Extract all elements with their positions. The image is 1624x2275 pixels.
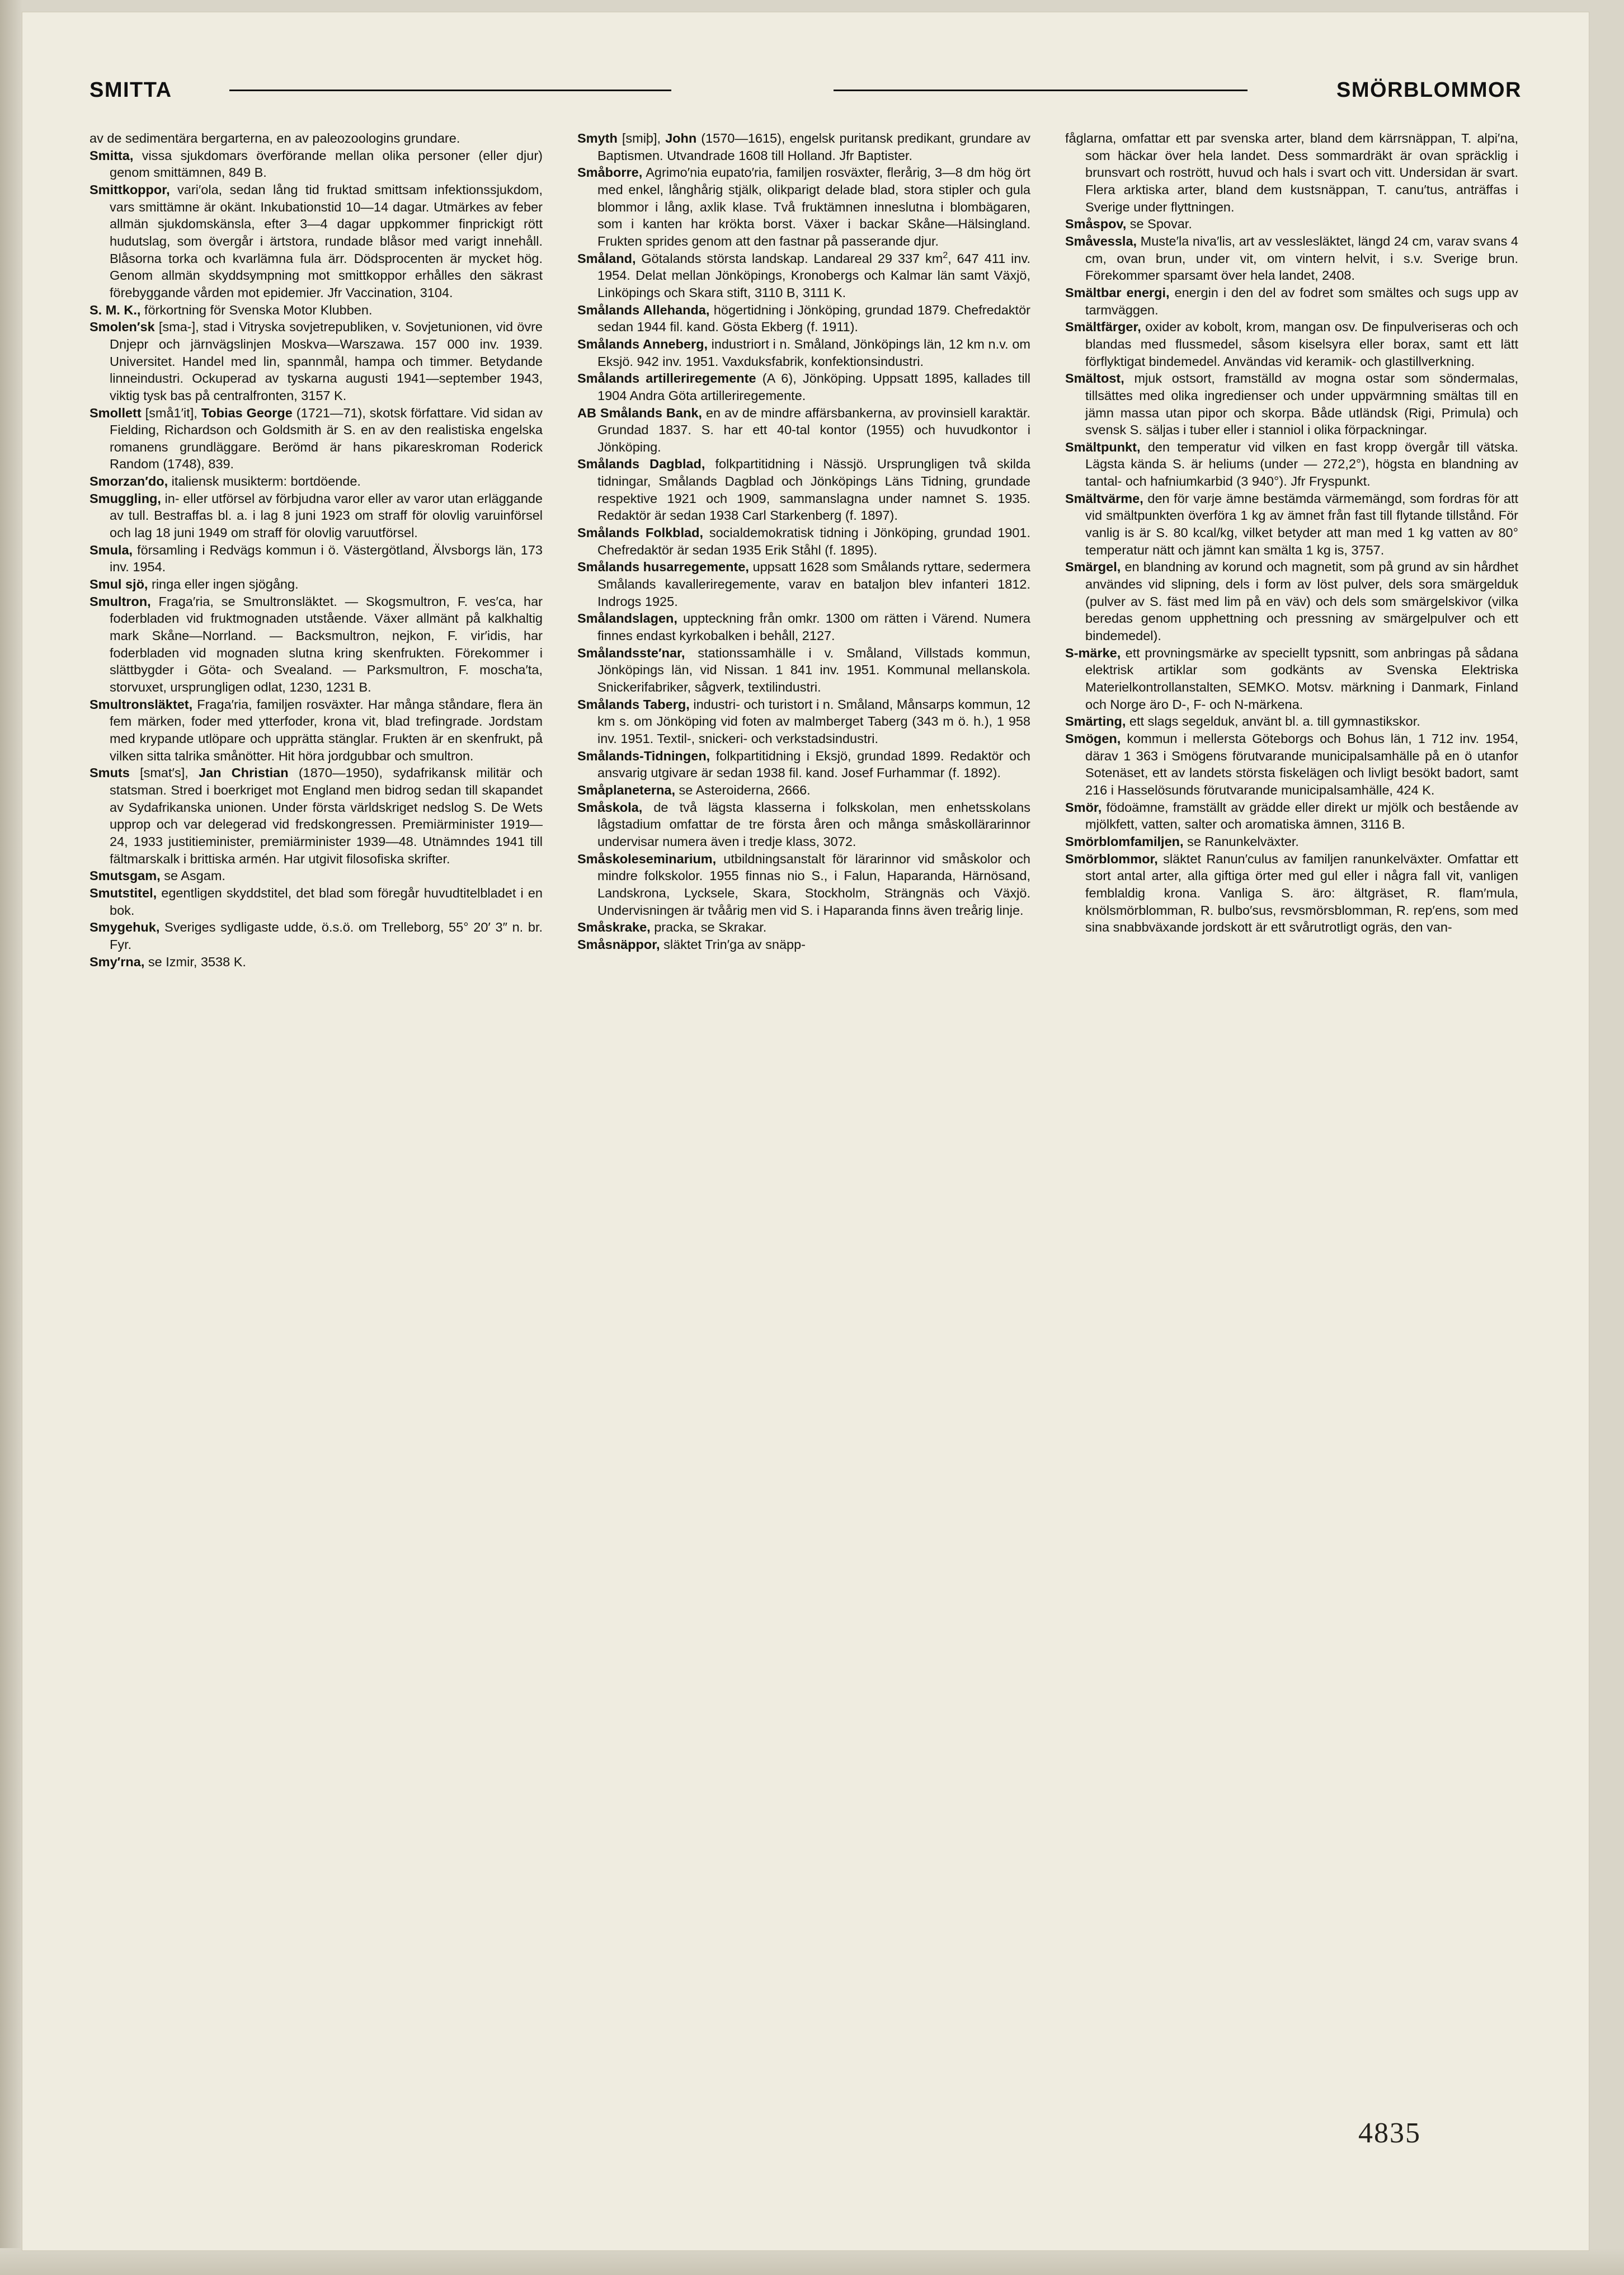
scan-left-edge (0, 0, 22, 2275)
dictionary-entry (1065, 799, 1518, 833)
continued-paragraph (1065, 130, 1518, 215)
dictionary-entry (90, 490, 543, 542)
entry-text: se Asteroiderna, 2666. (675, 782, 811, 797)
entry-text: (A 6), Jönköping. Uppsatt 1895, kallades till 1904 Andra Göta artilleriregemente. (597, 371, 1030, 403)
entry-text: socialdemokratisk tidning i Jönköping, grundad 1901. Chefredaktör är sedan 1935 Erik Ståhl (f. 1895). (597, 525, 1031, 557)
entry-headword: Småvessla, (1065, 233, 1137, 248)
entry-headword: Smör, (1065, 800, 1102, 815)
entry-text: folkpartitidning i Nässjö. Ursprungligen två skilda tidningar, Smålands Dagblad och Jönköpings Läns Tidning, grundade respektive 1921 och 1909, sammanslagna under namnet S. 1935. Redaktör är sedan 1938 Carl Starkenberg (f. 1897). (597, 457, 1030, 523)
entry-headword: Smy′rna, (90, 954, 145, 969)
entry-headword: Smålands Taberg, (577, 697, 690, 712)
entry-headword: Småplaneterna, (577, 782, 676, 797)
entry-text: se Asgam. (160, 868, 225, 883)
entry-text: industri- och turistort i n. Småland, Månsarps kommun, 12 km s. om Jönköping vid foten av malmberget Taberg (343 m ö. h.), 1 958 inv. 1951. Textil-, snickeri- och verkstadsindustri. (597, 697, 1030, 746)
entry-headword: Smältbar energi, (1065, 285, 1170, 300)
entry-text: in- eller utförsel av förbjudna varor eller av varor utan erläggande av tull. Bestraffas bl. a. i lag 8 juni 1923 om straff för olovlig varuinförsel och lag 18 juni 1949 om straff för olovlig varuutförsel. (110, 491, 543, 540)
entry-headword: Smula, (90, 542, 133, 557)
entry-headword: Smålandslagen, (577, 611, 677, 626)
entry-headword: Smältpunkt, (1065, 439, 1141, 454)
entry-text: [smiþ], John (1570—1615), engelsk puritansk predikant, grundare av Baptismen. Utvandrade 1608 till Holland. Jfr Baptister. (597, 131, 1031, 163)
page-content (90, 68, 1522, 2217)
entry-text: ett slags segelduk, använt bl. a. till gymnastikskor. (1126, 714, 1420, 729)
entry-headword: Småskola, (577, 800, 643, 815)
dictionary-entry (1065, 318, 1518, 370)
dictionary-entry (90, 593, 543, 696)
dictionary-entry (1065, 850, 1518, 936)
entry-text: ett provningsmärke av speciellt typsnitt, som anbringas på sådana elektrisk artiklar som godkänts av Svenska Elektriska Materielkontrollanstalten, SEMKO. Motsv. märkning i Danmark, Finland och Norge äro D-, F- och N-märkena. (1085, 645, 1518, 712)
entry-headword: Smältfärger, (1065, 319, 1141, 335)
entry-headword: Smutstitel, (90, 885, 157, 900)
dictionary-entry (577, 302, 1030, 336)
dictionary-entry (1065, 713, 1518, 730)
entry-headword: Smålands Allehanda, (577, 302, 710, 317)
dictionary-entry (90, 542, 543, 576)
entry-headword: Smålands-Tidningen, (577, 748, 710, 763)
dictionary-entry (1065, 490, 1518, 559)
dictionary-entry (1065, 645, 1518, 713)
entry-text: födoämne, framställt av grädde eller direkt ur mjölk och bestående av mjölkfett, vatten, salter och aromatiska ämnen, 3116 B. (1085, 800, 1518, 832)
entry-text: utbildningsanstalt för lärarinnor vid småskolor och mindre folkskolor. 1955 finnas nio S., i Falun, Haparanda, Härnösand, Landskrona, Lycksele, Skara, Stockholm, Strängnäs och Växjö. Undervisningen är tvåårig men vid S. i Haparanda finns även treårig linje. (597, 851, 1030, 918)
dictionary-entry (577, 696, 1030, 748)
dictionary-entry (1065, 730, 1518, 799)
entry-headword: Smittkoppor, (90, 182, 170, 197)
dictionary-entry (577, 370, 1030, 404)
dictionary-entry (577, 748, 1030, 782)
dictionary-entry (577, 164, 1030, 250)
entry-text: släktet Ranun′culus av familjen ranunkelväxter. Omfattar ett stort antal arter, alla giftiga örter med gul eller i några fall vit, vanligen femblaldig krona. Vanliga S. äro: ältgräset, R. flam′mula, knölsmörblomman, R. bulbo′sus, revsmörsblomman, R. rep′ens, som med sina snabbväxande jordskott är ett svårutrotligt ogräs, den van- (1085, 851, 1518, 935)
entry-text: de två lägsta klasserna i folkskolan, men enhetsskolans lågstadium omfattar de tre första åren och många småskollärarinnor undervisar numera även i tredje klass, 3072. (597, 800, 1030, 849)
continued-paragraph (90, 130, 543, 147)
entry-headword: Smörblomfamiljen, (1065, 834, 1184, 849)
dictionary-entry (577, 336, 1030, 370)
entry-text: oxider av kobolt, krom, mangan osv. De finpulveriseras och och blandas med flussmedel, såsom kiselsyra eller borax, samt ett lätt förflyktigat bindemedel. Användas vid keramik- och glastillverkning. (1085, 319, 1518, 369)
page-sheet (22, 12, 1589, 2250)
dictionary-entry (90, 181, 543, 302)
entry-text: stationssamhälle i v. Småland, Villstads kommun, Jönköpings län, vid Nissan. 1 841 inv. 1951. Kommunal mellanskola. Snickerifabriker, sågverk, textilindustri. (597, 645, 1030, 694)
dictionary-entry (90, 919, 543, 953)
running-head-right: SMÖRBLOMMOR (1336, 78, 1522, 102)
entry-headword: Smålands husarregemente, (577, 560, 749, 575)
entry-headword: Smärting, (1065, 714, 1126, 729)
entry-headword: Smålandsste′nar, (577, 645, 685, 660)
entry-headword: AB Smålands Bank, (577, 405, 702, 420)
entry-text: [sma-], stad i Vitryska sovjetrepubliken, v. Sovjetunionen, vid övre Dnjepr och järnvägslinjen Moskva—Warszawa. 157 000 inv. 1939. Universitet. Handel med lin, spannmål, hampa och timmer. Betydande linneindustri. Ockuperad av tyskarna augusti 1941—september 1943, viktig tysk bas på centralfronten, 3157 K. (110, 319, 543, 403)
entry-text: egentligen skyddstitel, det blad som föregår huvudtitelbladet i en bok. (110, 885, 543, 918)
entry-text: se Izmir, 3538 K. (144, 954, 246, 969)
entry-headword: Smörblommor, (1065, 851, 1158, 866)
running-head-rule-left (229, 90, 671, 91)
entry-headword: Smultronsläktet, (90, 697, 193, 712)
dictionary-entry (90, 885, 543, 919)
running-head (90, 68, 1522, 107)
entry-text: uppteckning från omkr. 1300 om rätten i Värend. Numera finnes endast kyrkobalken i behåll, 2127. (597, 611, 1030, 643)
column-3 (1065, 130, 1518, 2217)
entry-text: ringa eller ingen sjögång. (148, 577, 299, 592)
dictionary-entry (577, 645, 1030, 696)
column-1 (90, 130, 543, 2217)
entry-text: vissa sjukdomars överförande mellan olika personer (eller djur) genom smittämnen, 849 B. (110, 148, 543, 180)
entry-text: pracka, se Skrakar. (650, 920, 767, 935)
dictionary-entry (1065, 284, 1518, 318)
entry-headword: Smollett (90, 405, 142, 420)
entry-headword: Smolen′sk (90, 319, 155, 335)
dictionary-entry (90, 147, 543, 181)
running-head-rule-right (834, 90, 1248, 91)
dictionary-entry (90, 473, 543, 490)
entry-text: den för varje ämne bestämda värmemängd, som fordras för att vid smältpunkten överföra 1 kg av ämnet från fast till flytande tillstånd. För vanlig is är S. 80 kcal/kg, vilket betyder att man med 1 kg vatten av 80° temperatur nätt och jämnt kan smälta 1 kg is, 3757. (1085, 491, 1518, 557)
entry-headword: S. M. K., (90, 302, 141, 317)
entry-headword: Småskrake, (577, 920, 651, 935)
entry-text: av de sedimentära bergarterna, en av paleozoologins grundare. (90, 131, 460, 145)
scan-bottom-edge (0, 2248, 1624, 2275)
entry-headword: Smorzan′do, (90, 474, 168, 489)
entry-text: [smat′s], Jan Christian (1870—1950), sydafrikansk militär och statsman. Stred i boerkriget mot England men bidrog sedan till skapandet av Sydafrikanska unionen. Under första världskriget nedslog S. De Wets upprop och var delegerad vid fredskongressen. Premiärminister 1919—24, 1933 justitieminister, premiärminister 1939—48. Utnämndes 1941 till fältmarskalk i brittiska armén. Har utgivit filosofiska skrifter. (110, 765, 543, 866)
dictionary-entry (1065, 558, 1518, 644)
entry-text: Muste′la niva′lis, art av vesslesläktet, längd 24 cm, varav svans 4 cm, ovan brun, under vit, om vintern helvit, i s.v. Sverige brun. Förekommer sparsamt över hela landet, 2408. (1085, 233, 1518, 283)
entry-headword: Smygehuk, (90, 920, 160, 935)
page-number: 4835 (1358, 2117, 1421, 2149)
entry-headword: Smultron, (90, 594, 151, 609)
dictionary-entry (90, 867, 543, 885)
entry-text: kommun i mellersta Göteborgs och Bohus län, 1 712 inv. 1954, därav 1 363 i Smögens förutvarande municipalsamhälle på en ö utanfor Sotenäset, ett av landets största fiskelägen och livligt besökt badort, samt 216 i Hasselösunds förutvarande municipalsamhälle, 424 K. (1085, 731, 1518, 797)
dictionary-entry (90, 696, 543, 765)
entry-headword: Småspov, (1065, 217, 1127, 232)
column-2 (577, 130, 1030, 2217)
dictionary-entry (1065, 233, 1518, 284)
entry-text: fåglarna, omfattar ett par svenska arter, bland dem kärrsnäppan, T. alpi′na, som häckar över hela landet. Dess sommardräkt är ovan spräcklig i brunsvart och rostrött, huvud och hals i svart och vitt. Undersidan är svart. Flera arktiska arter, bland dem kustsnäppan, T. canu′tus, anträffas i Sverige under flyttningen. (1065, 131, 1518, 214)
dictionary-entry (577, 250, 1030, 302)
entry-text: Fraga′ria, se Smultronsläktet. — Skogsmultron, F. ves′ca, har foderbladen vid fruktmognaden utstående. Växer allmänt på kalkhaltig mark Skåne—Norrland. — Backsmultron, nejkon, F. vir′idis, har foderbladen vid mognaden slutna kring skenfrukten. Förekommer i slättbygder i Göta- och Svealand. — Parksmultron, F. moscha′ta, storvuxet, ursprungligen odlat, 1230, 1231 B. (110, 594, 543, 694)
entry-headword: Smuts (90, 765, 130, 781)
entry-headword: Smärgel, (1065, 560, 1121, 575)
entry-text: församling i Redvägs kommun i ö. Västergötland, Älvsborgs län, 173 inv. 1954. (110, 542, 543, 575)
entry-text: Götalands största landskap. Landareal 29 337 $km^2$, 647 411 inv. 1954. Delat mellan Jönköpings, Kronobergs och Kalmar län samt Växjö, Linköpings och Skara stift, 3110 B, 3111 K. (597, 250, 1030, 300)
dictionary-entry (90, 318, 543, 404)
dictionary-entry (577, 610, 1030, 644)
entry-headword: Smitta, (90, 148, 134, 163)
entry-text: vari′ola, sedan lång tid fruktad smittsam infektionssjukdom, vars smittämne är okänt. Inkubationstid 10—14 dagar. Utmärkes av feber allmän sjukdomskänsla, efter 3—4 dagar uppkommer finprickigt rött hudutslag, som övergår i ärtstora, rundade blåsor med varigt innehåll. Blåsorna torka och kvarlämna fula ärr. Dödsprocenten är mycket hög. Genom allmän skyddsympning mot smittkoppor erhålles den säkrast förebyggande vården mot epidemier. Jfr Vaccination, 3104. (110, 182, 543, 300)
entry-headword: Småsnäppor, (577, 937, 660, 952)
dictionary-entry (577, 130, 1030, 164)
entry-headword: Småskoleseminarium, (577, 851, 717, 866)
dictionary-entry (1065, 215, 1518, 233)
dictionary-entry (577, 936, 1030, 953)
entry-text: en blandning av korund och magnetit, som på grund av sin hårdhet användes vid slipning, dels i form av löst pulver, dels sora smärgelduk (pulver av S. fäst med lim på en väv) och dels som smärgelskivor (vilka beredas genom upphettning och pressning av smärgelpulver och ett bindemedel). (1085, 560, 1518, 643)
dictionary-entry (90, 576, 543, 593)
dictionary-entry (1065, 439, 1518, 490)
dictionary-entry (90, 953, 543, 971)
dictionary-entry (1065, 833, 1518, 850)
entry-text: italiensk musikterm: bortdöende. (168, 474, 361, 489)
entry-text: Agrimo′nia eupato′ria, familjen rosväxter, flerårig, 3—8 dm hög ört med enkel, långhårig stjälk, olikparigt delade blad, stora stipler och gula blommor i lång, axlik klase. Två fruktämnen inneslutna i blombägaren, som i kanten har krökta borst. Växer i backar Skåne—Hälsingland. Frukten sprides genom att den fastnar på passerande djur. (597, 165, 1030, 248)
entry-headword: Smålands Folkblad, (577, 525, 704, 540)
entry-text: [små1′it], Tobias George (1721—71), skotsk författare. Vid sidan av Fielding, Richardson och Goldsmith är S. en av den realistiska engelska romanens grundläggare. Berömd är hans pikareskroman Roderick Random (1748), 839. (110, 405, 543, 472)
entry-text: uppsatt 1628 som Smålands ryttare, sedermera Smålands kavalleriregemente, varav en bataljon blev infanteri 1812. Indrogs 1925. (597, 560, 1030, 609)
dictionary-entry (577, 782, 1030, 799)
entry-headword: Smålands artilleriregemente (577, 371, 756, 386)
entry-headword: Smutsgam, (90, 868, 161, 883)
dictionary-entry (577, 850, 1030, 919)
dictionary-entry (577, 524, 1030, 558)
entry-text: folkpartitidning i Eksjö, grundad 1899. Redaktör och ansvarig utgivare är sedan 1938 fil. kand. Josef Furhammar (f. 1892). (597, 748, 1030, 781)
entry-text: se Ranunkelväxter. (1183, 834, 1299, 849)
entry-text: en av de mindre affärsbankerna, av provinsiell karaktär. Grundad 1837. S. har ett 40-tal kontor (1955) och huvudkontor i Jönköping. (597, 405, 1030, 454)
entry-headword: Småland, (577, 251, 636, 266)
entry-text: Fraga′ria, familjen rosväxter. Har många ståndare, flera än fem märken, foder med ytterfoder, krona vit, blad trefingrade. Jordstam med krypande utlöpare och upprätta stänglar. Frukten är en skenfrukt, på vilken sitta talrika smånötter. Hit höra jordgubbar och smultron. (110, 697, 543, 763)
entry-text: se Spovar. (1126, 217, 1192, 232)
entry-text: mjuk ostsort, framställd av mogna ostar som söndermalas, tillsättes med olika ingredienser och under uppvärmning smältas till en jämn massa utan pipor och skorpa. Både utländsk (Rigi, Primula) och svensk S. säljas i tuber eller i stanniol i olika förpackningar. (1085, 371, 1518, 438)
entry-headword: S-märke, (1065, 645, 1121, 660)
entry-headword: Smul sjö, (90, 577, 148, 592)
entry-text: den temperatur vid vilken en fast kropp övergår till vätska. Lägsta kända S. är heliums (under — 272,2°), högsta en blandning av tantal- och hafniumkarbid (3 940°). Jfr Fryspunkt. (1085, 439, 1518, 489)
entry-headword: Smuggling, (90, 491, 161, 506)
entry-headword: Småborre, (577, 165, 643, 180)
dictionary-entry (577, 558, 1030, 610)
entry-text: förkortning för Svenska Motor Klubben. (140, 302, 373, 317)
dictionary-entry (90, 302, 543, 319)
dictionary-entry (90, 764, 543, 867)
dictionary-entry (1065, 370, 1518, 439)
dictionary-entry (577, 405, 1030, 456)
column-container (90, 130, 1522, 2217)
dictionary-entry (577, 919, 1030, 936)
entry-headword: Smögen, (1065, 731, 1121, 746)
dictionary-entry (90, 405, 543, 473)
entry-text: energin i den del av fodret som smältes och sugs upp av tarmväggen. (1085, 285, 1518, 317)
entry-text: släktet Trin′ga av snäpp- (660, 937, 806, 952)
dictionary-entry (577, 799, 1030, 850)
entry-headword: Smålands Anneberg, (577, 336, 708, 351)
running-head-left: SMITTA (90, 78, 172, 102)
entry-headword: Smålands Dagblad, (577, 457, 705, 472)
dictionary-entry (577, 455, 1030, 524)
entry-headword: Smyth (577, 131, 618, 145)
entry-text: Sveriges sydligaste udde, ö.s.ö. om Trelleborg, 55° 20′ 3″ n. br. Fyr. (110, 920, 543, 952)
entry-headword: Smältost, (1065, 371, 1124, 386)
entry-text: industriort i n. Småland, Jönköpings län, 12 km n.v. om Eksjö. 942 inv. 1951. Vaxduksfabrik, konfektionsindustri. (597, 336, 1030, 369)
entry-headword: Smältvärme, (1065, 491, 1143, 506)
entry-text: högertidning i Jönköping, grundad 1879. Chefredaktör sedan 1944 fil. kand. Gösta Ekberg (f. 1911). (597, 302, 1030, 335)
